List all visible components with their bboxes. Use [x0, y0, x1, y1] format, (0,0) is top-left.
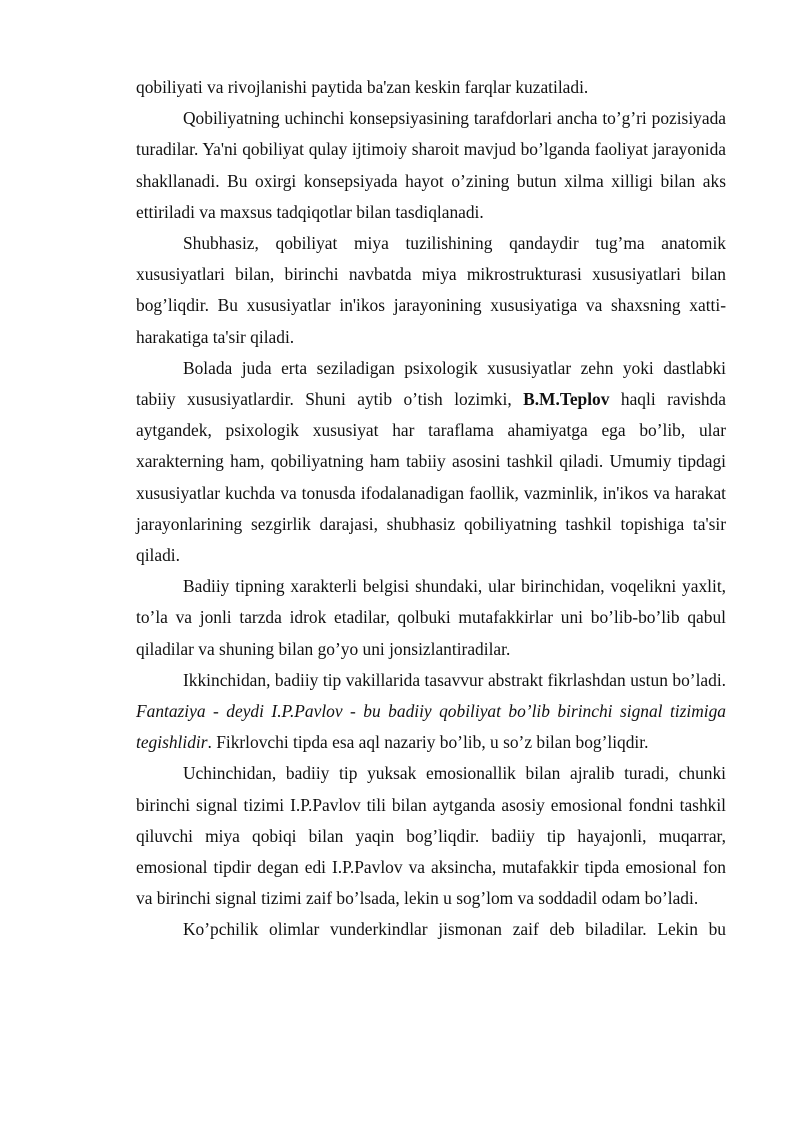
paragraph-artistic-type-third: Uchinchidan, badiiy tip yuksak emosionallik bilan ajralib turadi, chunki birinchi signal tizimi I.P.Pavlov tili bilan aytganda asosiy emosional fondni tashkil qiluvchi miya qobiqi bilan yaqin bog’liqdir. badiiy tip hayajonli, muqarrar, emosional tipdir degan edi I.P.Pavlov va aksincha, mutafakkir tipda emosional fon va birinchi signal tizimi zaif bo’lsada, lekin u sog’lom va soddadil odam bo’ladi.	[136, 763, 726, 909]
paragraph-continuation: qobiliyati va rivojlanishi paytida ba'zan keskin farqlar kuzatiladi.	[136, 77, 589, 97]
paragraph-third-concept: Qobiliyatning uchinchi konsepsiyasining tarafdorlari ancha to’g’ri pozisiyada turadilar. Ya'ni qobiliyat qulay ijtimoiy sharoit mavjud bo’lganda faoliyat jarayonida shakllanadi. Bu oxirgi konsepsiyada hayot o’zining butun xilma xilligi bilan aks ettiriladi va maxsus tadqiqotlar bilan tasdiqlanadi.	[136, 108, 726, 222]
paragraph-brain-structure: Shubhasiz, qobiliyat miya tuzilishining qandaydir tug’ma anatomik xususiyatlari bilan, birinchi navbatda miya mikrostrukturasi xususiyatlari bilan bog’liqdir. Bu xususiyatlar in'ikos jarayonining xususiyatiga va shaxsning xatti- harakatiga ta'sir qiladi.	[136, 233, 726, 347]
paragraph-second-text-after: . Fikrlovchi tipda esa aql nazariy bo’lib, u so’z bilan bog’liqdir.	[207, 732, 649, 753]
paragraph-prodigies: Ko’pchilik olimlar vunderkindlar jismonan zaif deb biladilar. Lekin bu	[183, 919, 726, 940]
author-name-bold: B.M.Teplov	[523, 389, 610, 410]
pavlov-quote-italic: Fantaziya - deydi I.P.Pavlov - bu badiiy qobiliyat bo’lib birinchi signal tizimiga tegishlidir	[136, 701, 726, 753]
paragraph-teplov-text-before: Bolada juda erta seziladigan psixologik xususiyatlar zehn yoki dastlabki tabiiy xususiyatlardir. Shuni aytib o’tish lozimki,	[136, 357, 726, 410]
paragraph-teplov	[136, 353, 726, 571]
document-page	[136, 72, 726, 946]
paragraph-teplov-text-after: haqli ravishda aytgandek, psixologik xususiyat har taraflama ahamiyatga ega bo’lib, ular xarakterning ham, qobiliyatning ham tabiiy asosini tashkil qiladi. Umumiy tipdagi xususiyatlar kuchda va tonusda ifodalanadigan faollik, vazminlik, in'ikos va harakat jarayonlarining sezgirlik darajasi, shubhasiz qobiliyatning tashkil topishiga ta'sir qiladi.	[136, 389, 726, 566]
paragraph-artistic-type-second	[136, 665, 726, 759]
paragraph-artistic-type-first: Badiiy tipning xarakterli belgisi shundaki, ular birinchidan, voqelikni yaxlit, to’la va jonli tarzda idrok etadilar, qolbuki mutafakkirlar uni bo’lib-bo’lib qabul qiladilar va shuning bilan go’yo uni jonsizlantiradilar.	[136, 576, 726, 659]
paragraph-second-text-before: Ikkinchidan, badiiy tip vakillarida tasavvur abstrakt fikrlashdan ustun bo’ladi.	[183, 669, 726, 690]
